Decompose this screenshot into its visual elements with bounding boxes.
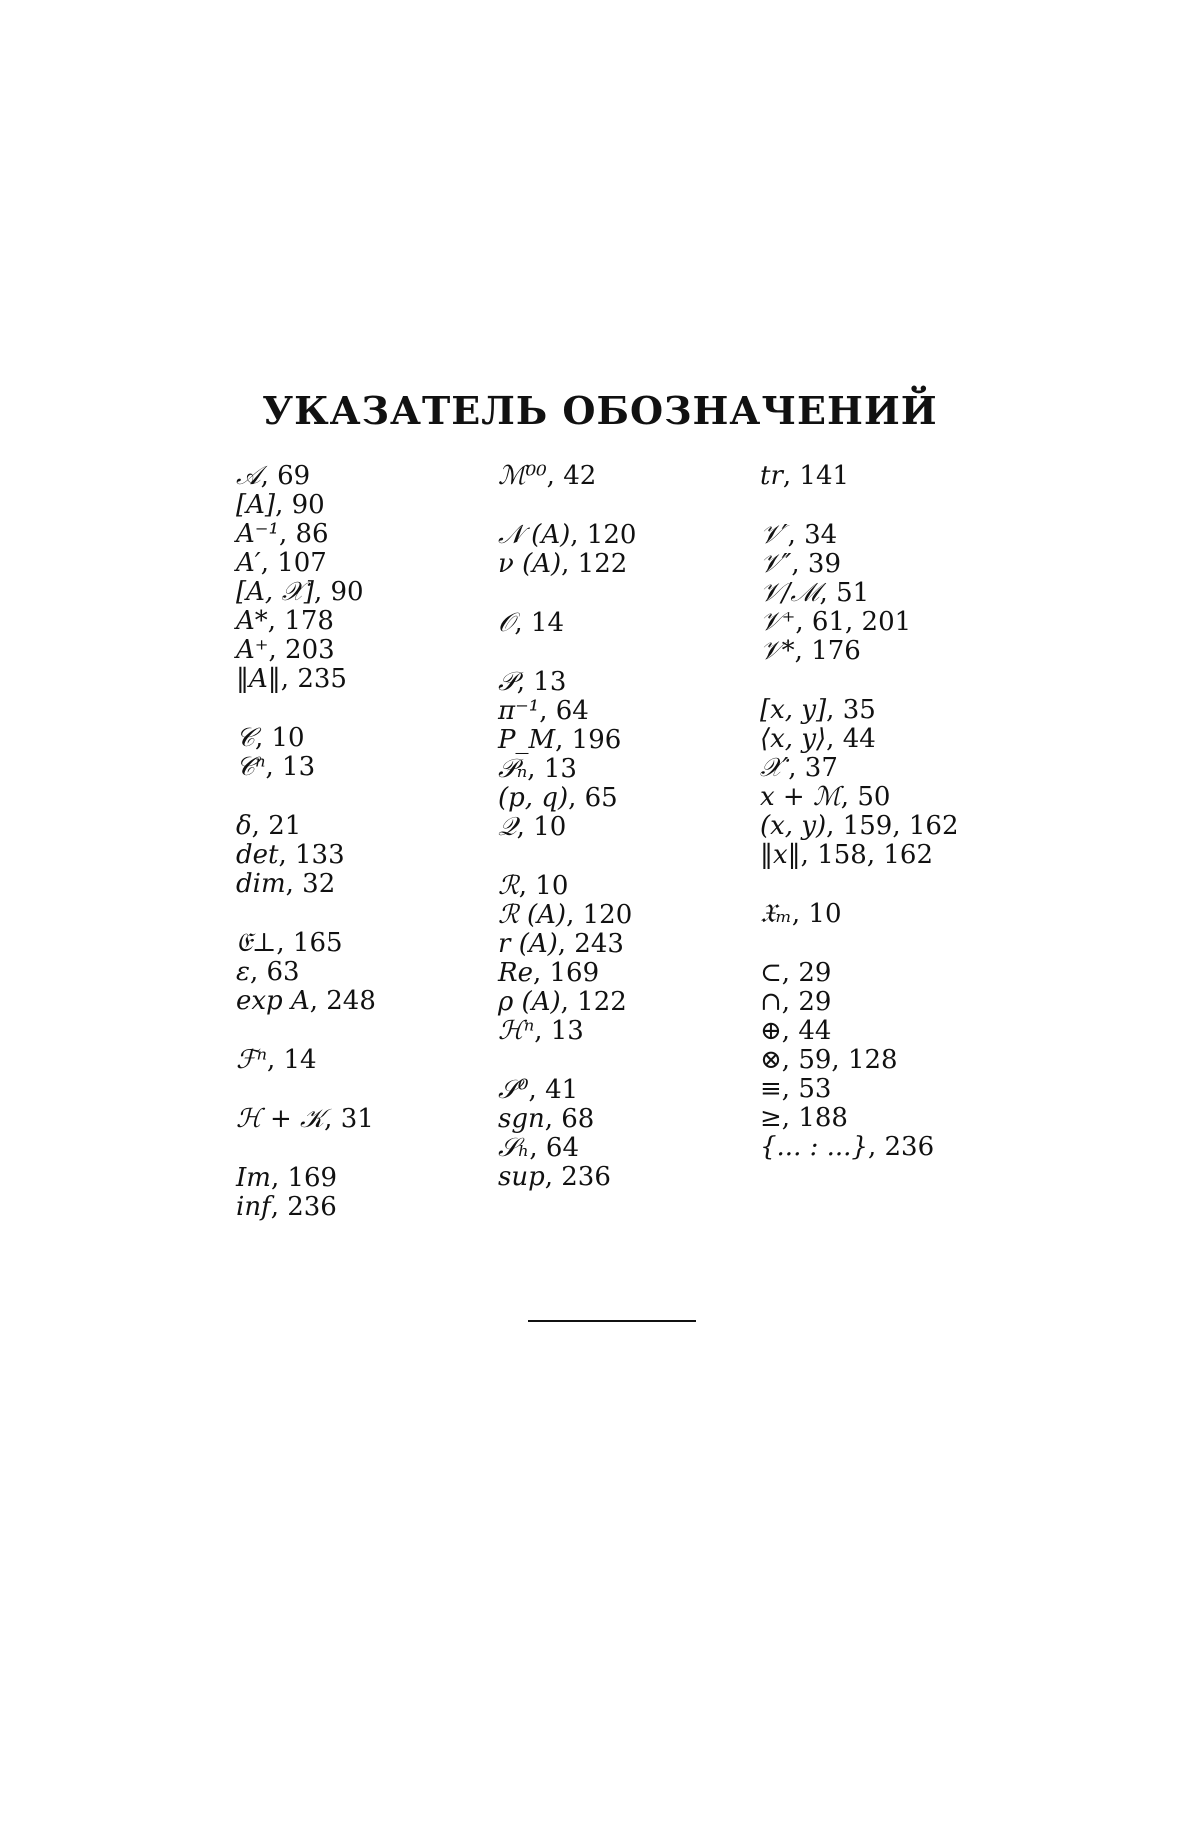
entry-pages: 90 (330, 577, 364, 607)
entry-separator: , (518, 871, 536, 901)
entry-separator: , (819, 578, 837, 608)
index-entry (498, 930, 798, 959)
index-group (236, 462, 536, 694)
entry-symbol: 𝒞ⁿ (236, 752, 266, 782)
index-entry (236, 841, 536, 870)
entry-separator: , (557, 929, 575, 959)
index-entry (760, 696, 1060, 725)
index-entry (760, 841, 1060, 870)
entry-separator: , (254, 723, 272, 753)
index-entry (760, 1133, 1060, 1162)
index-entry (236, 462, 536, 491)
entry-separator: , (544, 1162, 562, 1192)
entry-pages: 120 (582, 900, 633, 930)
entry-separator: , (278, 840, 296, 870)
entry-pages: 122 (577, 549, 628, 579)
entry-symbol: ε (236, 957, 250, 987)
entry-symbol: 𝒮ₕ (498, 1133, 530, 1163)
entry-pages: 169 (287, 1163, 338, 1193)
entry-pages: 21 (268, 811, 302, 841)
entry-pages: 69 (277, 461, 311, 491)
entry-symbol: 𝒱/ℳ (760, 578, 820, 608)
entry-pages: 29 (798, 987, 832, 1017)
index-group (498, 668, 798, 842)
entry-symbol: δ (236, 811, 252, 841)
entry-separator: , (566, 900, 583, 930)
entry-separator: , (528, 1075, 546, 1105)
index-entry (760, 900, 1060, 929)
entry-symbol: ⟨x, y⟩ (760, 724, 827, 754)
index-column-2 (498, 462, 798, 1222)
entry-pages: 37 (804, 753, 838, 783)
entry-symbol: 𝒮⁰ (498, 1075, 529, 1105)
entry-separator: , (265, 752, 283, 782)
index-entry (236, 987, 536, 1016)
index-entry (760, 608, 1060, 637)
entry-symbol: exp A (236, 986, 310, 1016)
entry-pages: 141 (799, 461, 850, 491)
entry-pages: 158, 162 (817, 840, 933, 870)
entry-separator: , (309, 986, 327, 1016)
entry-symbol: ℋ + 𝒦 (236, 1104, 325, 1134)
entry-pages: 14 (283, 1045, 317, 1075)
index-entry (498, 813, 798, 842)
entry-pages: 63 (266, 957, 300, 987)
entry-separator: , (867, 1132, 885, 1162)
entry-separator: , (794, 636, 812, 666)
index-entry (498, 872, 798, 901)
index-entry (498, 784, 798, 813)
index-group (236, 929, 536, 1016)
index-entry (236, 753, 536, 782)
entry-separator: , (278, 519, 296, 549)
entry-separator: , (544, 1104, 562, 1134)
entry-pages: 203 (285, 635, 335, 665)
entry-pages: 13 (282, 752, 316, 782)
index-entry (760, 812, 1060, 841)
entry-separator: , (267, 606, 285, 636)
entry-symbol: 𝒫 (498, 667, 517, 697)
entry-separator: , (568, 783, 585, 813)
entry-pages: 248 (326, 986, 376, 1016)
entry-pages: 86 (295, 519, 329, 549)
index-group (236, 1046, 536, 1075)
entry-separator: , (516, 667, 534, 697)
entry-pages: 120 (586, 520, 637, 550)
index-entry (236, 636, 536, 665)
entry-symbol: [x, y] (760, 695, 827, 725)
entry-symbol: det (236, 840, 279, 870)
index-entry (236, 958, 536, 987)
entry-symbol: ⊕ (760, 1016, 782, 1046)
index-group (498, 521, 798, 579)
entry-pages: 59, 128 (798, 1045, 898, 1075)
index-entry (236, 549, 536, 578)
index-entry (760, 521, 1060, 550)
entry-separator: , (788, 753, 805, 783)
index-entry (236, 607, 536, 636)
entry-pages: 236 (287, 1192, 337, 1222)
index-entry (498, 609, 798, 638)
entry-symbol: 𝒱* (760, 636, 795, 666)
index-group (760, 521, 1060, 666)
entry-separator: , (787, 520, 805, 550)
entry-pages: 10 (533, 812, 567, 842)
index-entry (498, 1105, 798, 1134)
index-group (498, 1076, 798, 1192)
entry-symbol: ℳ⁰⁰ (498, 461, 547, 491)
entry-symbol: 𝔛ₘ (760, 899, 792, 929)
entry-separator: , (570, 520, 587, 550)
entry-symbol: Im (236, 1163, 271, 1193)
entry-pages: 133 (295, 840, 345, 870)
entry-symbol: (x, y) (760, 811, 827, 841)
index-entry (760, 1046, 1060, 1075)
entry-pages: 14 (530, 608, 565, 638)
entry-separator: , (560, 987, 578, 1017)
index-group (236, 1105, 536, 1134)
index-entry (498, 462, 798, 491)
index-entry (498, 1163, 798, 1192)
index-group (236, 1164, 536, 1222)
entry-pages: 65 (584, 783, 618, 813)
entry-symbol: A⁺ (236, 635, 269, 665)
closing-rule (528, 1320, 696, 1322)
index-entry (236, 724, 536, 753)
entry-pages: 159, 162 (842, 811, 959, 841)
entry-pages: 68 (561, 1104, 595, 1134)
entry-pages: 176 (811, 636, 861, 666)
entry-symbol: Re (498, 958, 533, 988)
entry-pages: 42 (563, 461, 597, 491)
index-entry (236, 812, 536, 841)
entry-symbol: {... : ...} (760, 1132, 868, 1162)
entry-symbol: 𝒬 (498, 812, 517, 842)
index-entry (760, 579, 1060, 608)
entry-separator: , (268, 635, 286, 665)
index-entry (236, 491, 536, 520)
entry-pages: 35 (842, 695, 876, 725)
entry-pages: 53 (798, 1074, 832, 1104)
entry-pages: 90 (291, 490, 325, 520)
index-entry (236, 1164, 536, 1193)
entry-separator: , (795, 607, 812, 637)
entry-separator: , (313, 577, 331, 607)
entry-symbol: ≡ (760, 1074, 782, 1104)
entry-symbol: sup (498, 1162, 545, 1192)
entry-pages: 39 (807, 549, 841, 579)
entry-symbol: P_M (498, 725, 556, 755)
entry-symbol: A⁻¹ (236, 519, 279, 549)
entry-separator: , (782, 461, 800, 491)
index-group (498, 872, 798, 1046)
entry-pages: 243 (574, 929, 624, 959)
index-entry (760, 1075, 1060, 1104)
index-entry (236, 870, 536, 899)
index-entry (498, 901, 798, 930)
entry-pages: 64 (555, 696, 589, 726)
index-entry (760, 959, 1060, 988)
index-column-3 (760, 462, 1060, 1192)
entry-pages: 107 (277, 548, 327, 578)
entry-separator: , (324, 1104, 341, 1134)
index-group (760, 959, 1060, 1162)
entry-symbol: ℛ (A) (498, 900, 567, 930)
entry-symbol: 𝒩 (A) (498, 520, 571, 550)
entry-separator: , (826, 811, 843, 841)
index-entry (760, 550, 1060, 579)
entry-separator: , (276, 928, 293, 958)
entry-pages: 196 (571, 725, 622, 755)
entry-separator: , (514, 608, 531, 638)
entry-symbol: ℋⁿ (498, 1016, 535, 1046)
entry-symbol: 𝒪 (498, 608, 515, 638)
entry-symbol: 𝒫ₙ (498, 754, 528, 784)
entry-separator: , (791, 549, 808, 579)
entry-separator: , (781, 1045, 799, 1075)
entry-pages: 122 (577, 987, 627, 1017)
entry-separator: , (270, 1163, 288, 1193)
entry-symbol: ℛ (498, 871, 519, 901)
entry-separator: , (781, 1074, 799, 1104)
index-entry (498, 959, 798, 988)
entry-separator: , (532, 958, 550, 988)
entry-symbol: ⊗ (760, 1045, 782, 1075)
index-entry (498, 668, 798, 697)
entry-pages: 29 (798, 958, 832, 988)
entry-separator: , (826, 724, 843, 754)
entry-pages: 10 (808, 899, 842, 929)
entry-pages: 41 (545, 1075, 579, 1105)
entry-pages: 13 (533, 667, 567, 697)
entry-pages: 51 (836, 578, 870, 608)
entry-separator: , (840, 782, 858, 812)
entry-symbol: A′ (236, 548, 261, 578)
entry-separator: , (534, 1016, 551, 1046)
entry-symbol: ∩ (760, 987, 782, 1017)
entry-separator: , (285, 869, 303, 899)
index-entry (236, 929, 536, 958)
entry-symbol: sgn (498, 1104, 545, 1134)
index-entry (760, 637, 1060, 666)
index-entry (498, 988, 798, 1017)
entry-symbol: ‖A‖ (236, 664, 281, 694)
entry-separator: , (781, 1103, 799, 1133)
entry-separator: , (249, 957, 267, 987)
entry-separator: , (555, 725, 572, 755)
entry-pages: 165 (292, 928, 343, 958)
entry-separator: , (781, 987, 799, 1017)
entry-pages: 13 (550, 1016, 584, 1046)
entry-symbol: 𝒳′ (760, 753, 789, 783)
entry-symbol: ℱⁿ (236, 1045, 267, 1075)
index-entry (498, 521, 798, 550)
entry-pages: 188 (798, 1103, 848, 1133)
entry-pages: 44 (842, 724, 876, 754)
entry-symbol: (p, q) (498, 783, 569, 813)
entry-separator: , (260, 461, 278, 491)
entry-separator: , (275, 490, 292, 520)
entry-separator: , (270, 1192, 288, 1222)
entry-symbol: r (A) (498, 929, 558, 959)
entry-pages: 61, 201 (811, 607, 912, 637)
entry-symbol: ≥ (760, 1103, 782, 1133)
entry-symbol: 𝒱′ (760, 520, 788, 550)
index-group (498, 462, 798, 491)
entry-pages: 44 (798, 1016, 832, 1046)
entry-pages: 32 (302, 869, 336, 899)
entry-pages: 178 (284, 606, 334, 636)
entry-symbol: 𝒜 (236, 461, 261, 491)
entry-symbol: dim (236, 869, 286, 899)
entry-pages: 169 (549, 958, 600, 988)
entry-separator: , (266, 1045, 284, 1075)
entry-symbol: 𝒱⁺ (760, 607, 796, 637)
index-entry (498, 697, 798, 726)
entry-separator: , (781, 958, 799, 988)
index-entry (760, 725, 1060, 754)
entry-symbol: 𝒱″ (760, 549, 792, 579)
entry-separator: , (527, 754, 544, 784)
entry-symbol: [A] (236, 490, 276, 520)
entry-separator: , (800, 840, 818, 870)
entry-pages: 236 (561, 1162, 611, 1192)
entry-pages: 64 (545, 1133, 579, 1163)
entry-symbol: ‖x‖ (760, 840, 801, 870)
index-entry (498, 1134, 798, 1163)
entry-pages: 10 (271, 723, 305, 753)
index-group (760, 462, 1060, 491)
entry-symbol: ⊂ (760, 958, 782, 988)
index-entry (760, 462, 1060, 491)
index-entry (760, 754, 1060, 783)
index-entry (498, 755, 798, 784)
index-entry (498, 726, 798, 755)
entry-separator: , (251, 811, 269, 841)
index-entry (760, 783, 1060, 812)
index-group (498, 609, 798, 638)
entry-symbol: π⁻¹ (498, 696, 540, 726)
entry-symbol: ρ (A) (498, 987, 561, 1017)
entry-pages: 31 (340, 1104, 374, 1134)
entry-symbol: ν (A) (498, 549, 562, 579)
entry-separator: , (791, 899, 809, 929)
index-entry (498, 1076, 798, 1105)
entry-separator: , (529, 1133, 546, 1163)
index-group (760, 696, 1060, 870)
index-entry (236, 1193, 536, 1222)
entry-symbol: [A, 𝒳] (236, 577, 314, 607)
entry-symbol: tr (760, 461, 783, 491)
entry-symbol: 𝔈⊥ (236, 928, 277, 958)
index-entry (236, 520, 536, 549)
entry-symbol: inf (236, 1192, 271, 1222)
index-group (236, 812, 536, 899)
index-entry (236, 665, 536, 694)
entry-separator: , (546, 461, 564, 491)
entry-separator: , (516, 812, 534, 842)
index-column-1 (236, 462, 536, 1252)
entry-pages: 235 (297, 664, 347, 694)
index-entry (760, 988, 1060, 1017)
entry-pages: 10 (535, 871, 569, 901)
index-entry (498, 1017, 798, 1046)
index-entry (236, 1046, 536, 1075)
entry-symbol: A* (236, 606, 268, 636)
entry-separator: , (561, 549, 578, 579)
index-entry (498, 550, 798, 579)
index-entry (236, 1105, 536, 1134)
index-entry (236, 578, 536, 607)
index-group (760, 900, 1060, 929)
entry-symbol: x + ℳ (760, 782, 841, 812)
index-group (236, 724, 536, 782)
page-title: УКАЗАТЕЛЬ ОБОЗНАЧЕНИЙ (262, 388, 938, 433)
entry-pages: 50 (857, 782, 891, 812)
entry-separator: , (539, 696, 556, 726)
entry-separator: , (260, 548, 278, 578)
index-entry (760, 1104, 1060, 1133)
entry-symbol: 𝒞 (236, 723, 255, 753)
entry-separator: , (280, 664, 298, 694)
entry-pages: 236 (884, 1132, 935, 1162)
index-entry (760, 1017, 1060, 1046)
entry-separator: , (781, 1016, 799, 1046)
entry-separator: , (826, 695, 843, 725)
entry-pages: 34 (804, 520, 838, 550)
entry-pages: 13 (543, 754, 577, 784)
